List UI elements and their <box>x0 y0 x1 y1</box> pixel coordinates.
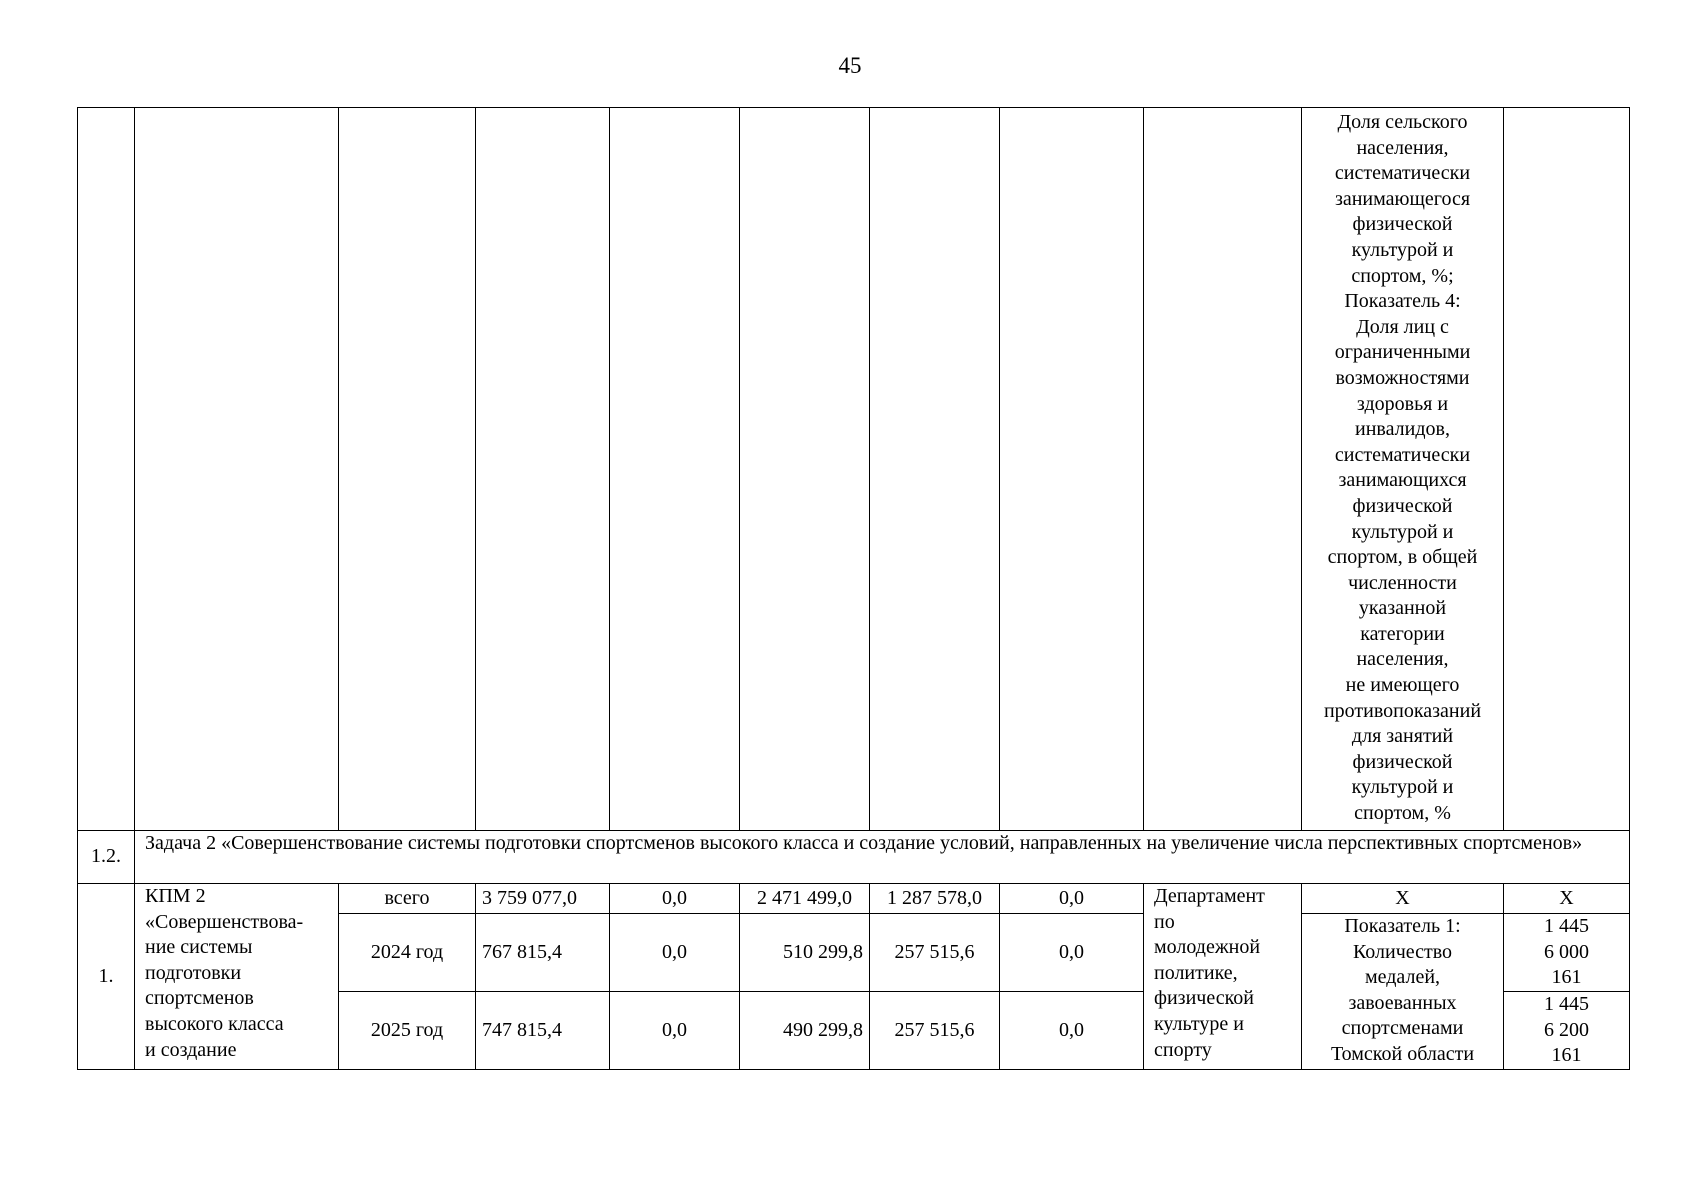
period-cell: всего <box>339 884 476 914</box>
amount-regional: 490 299,8 <box>740 992 870 1070</box>
cell-empty <box>78 108 135 831</box>
page-number: 45 <box>838 53 862 78</box>
value-header-x: Х <box>1504 884 1630 914</box>
amount-total: 767 815,4 <box>476 914 610 992</box>
period-cell: 2024 год <box>339 914 476 992</box>
table-row-continued <box>78 108 1630 831</box>
table-row-task <box>78 831 1630 884</box>
amount-federal: 0,0 <box>610 914 740 992</box>
amount-regional: 2 471 499,0 <box>740 884 870 914</box>
amount-total: 747 815,4 <box>476 992 610 1070</box>
cell-empty <box>870 108 1000 831</box>
task-text: Задача 2 «Совершенствование системы подготовки спортсменов высокого класса и создание условий, направленных на увеличение числа перспективных спортсменов» <box>135 831 1630 884</box>
responsible-department: Департамент по молодежной политике, физической культуре и спорту <box>1144 884 1302 1070</box>
cell-empty <box>135 108 339 831</box>
kpm-number: 1. <box>78 884 135 1070</box>
indicator-values-2025: 1 445 6 200 161 <box>1504 992 1630 1070</box>
cell-empty <box>1000 108 1144 831</box>
cell-empty <box>1504 108 1630 831</box>
cell-empty <box>476 108 610 831</box>
cell-empty <box>1144 108 1302 831</box>
program-table <box>77 107 1630 1070</box>
amount-local: 257 515,6 <box>870 914 1000 992</box>
amount-other: 0,0 <box>1000 992 1144 1070</box>
cell-empty <box>610 108 740 831</box>
cell-empty <box>740 108 870 831</box>
indicator-text: Показатель 1: Количество медалей, завоеванных спортсменами Томской области <box>1302 914 1504 1070</box>
amount-local: 257 515,6 <box>870 992 1000 1070</box>
amount-local: 1 287 578,0 <box>870 884 1000 914</box>
cell-empty <box>339 108 476 831</box>
amount-total: 3 759 077,0 <box>476 884 610 914</box>
indicator-header-x: Х <box>1302 884 1504 914</box>
task-number: 1.2. <box>78 831 135 884</box>
amount-other: 0,0 <box>1000 914 1144 992</box>
amount-regional: 510 299,8 <box>740 914 870 992</box>
indicator-values-2024: 1 445 6 000 161 <box>1504 914 1630 992</box>
amount-other: 0,0 <box>1000 884 1144 914</box>
period-cell: 2025 год <box>339 992 476 1070</box>
kpm-name: КПМ 2 «Совершенствова- ние системы подготовки спортсменов высокого класса и создание <box>135 884 339 1070</box>
table-row-total <box>78 884 1630 914</box>
amount-federal: 0,0 <box>610 884 740 914</box>
indicator-text-continued: Доля сельского населения, систематически занимающегося физической культурой и спортом, %; Показатель 4: Доля лиц с ограниченными возможностями здоровья и инвалидов, систематически занимающихся физической культурой и спортом, в общей численности указанной категории населения, не имеющего противопоказаний для занятий физической культурой и спортом, % <box>1302 108 1504 831</box>
amount-federal: 0,0 <box>610 992 740 1070</box>
